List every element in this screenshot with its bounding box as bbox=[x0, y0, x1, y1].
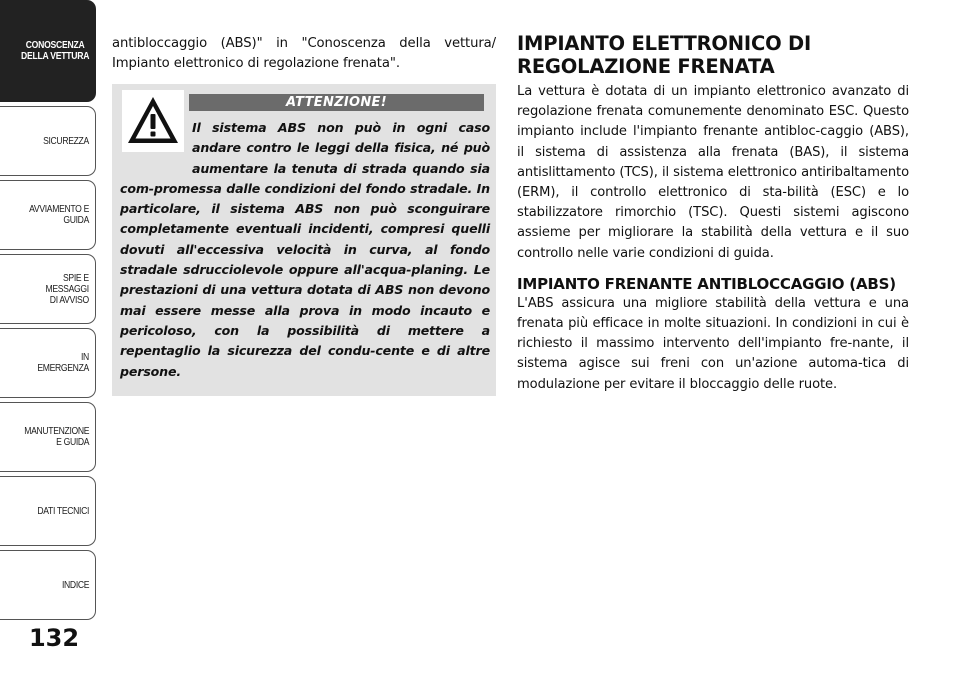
right-column bbox=[517, 32, 909, 395]
icon-spacer bbox=[120, 118, 192, 176]
tab-label: SPIE E MESSAGGI DI AVVISO bbox=[45, 271, 89, 306]
tab-in-emergenza[interactable] bbox=[0, 328, 96, 398]
section-heading: IMPIANTO ELETTRONICO DI REGOLAZIONE FRENATA bbox=[517, 32, 812, 78]
tab-label: DATI TECNICI bbox=[37, 504, 89, 517]
tab-manutenzione-e-guida[interactable] bbox=[0, 402, 96, 472]
intro-paragraph: antibloccaggio (ABS)" in "Conoscenza della vettura/ Impianto elettronico di regolazione frenata". bbox=[112, 36, 496, 71]
esc-paragraph: La vettura è dotata di un impianto elettronico avanzato di regolazione frenata comunemente denominato ESC. Questo impianto include l'impianto frenante antibloc-caggio (ABS), il sistema di assistenza alla frenata (BAS), il sistema antislittamento (TCS), il sistema elettronico antiribaltamento (ERM), il controllo elettronico di sta-bilità (ESC) e lo stabilizzatore rimorchio (TSC). Questi sistemi agiscono assieme per migliorare la stabilità della vettura e il suo controllo nelle varie condizioni di guida. bbox=[517, 84, 909, 261]
tab-dati-tecnici[interactable] bbox=[0, 476, 96, 546]
abs-subheading: IMPIANTO FRENANTE ANTIBLOCCAGGIO (ABS) bbox=[517, 274, 896, 293]
tab-label: MANUTENZIONE E GUIDA bbox=[24, 425, 89, 448]
tab-label: CONOSCENZA DELLA VETTURA bbox=[20, 39, 89, 62]
chapter-tabs bbox=[0, 0, 100, 625]
warning-title: ATTENZIONE! bbox=[189, 94, 484, 111]
tab-indice[interactable] bbox=[0, 550, 96, 620]
tab-sicurezza[interactable] bbox=[0, 106, 96, 176]
warning-text bbox=[120, 118, 490, 382]
tab-label: SICUREZZA bbox=[43, 134, 89, 147]
tab-avviamento-e-guida[interactable] bbox=[0, 180, 96, 250]
tab-spie-e-messaggi[interactable] bbox=[0, 254, 96, 324]
left-column bbox=[112, 34, 496, 74]
tab-label: AVVIAMENTO E GUIDA bbox=[29, 203, 89, 226]
warning-text-content: Il sistema ABS non può in ogni caso andare contro le leggi della fisica, né può aumentare la tenuta di strada quando sia com-promessa dalle condizioni del fondo stradale. In particolare, il sistema ABS non può sconguirare completamente eventuali incidenti, compresi quelli dovuti all'eccessiva velocità in curva, al fondo stradale sdrucciolevole oppure all'acqua-planing. Le prestazioni di una vettura dotata di ABS non devono mai essere messe alla prova in modo incauto e pericoloso, con la possibilità di mettere a repentaglio la sicurezza del condu-cente e di altre persone. bbox=[120, 120, 490, 379]
tab-conoscenza-della-vettura[interactable] bbox=[0, 0, 96, 102]
tab-label: INDICE bbox=[61, 578, 89, 591]
page-number: 132 bbox=[28, 624, 80, 652]
tab-label: IN EMERGENZA bbox=[37, 351, 89, 374]
warning-box bbox=[112, 84, 496, 396]
abs-paragraph: L'ABS assicura una migliore stabilità della vettura e una frenata più efficace in molte situazioni. In condizioni in cui è richiesto il massimo intervento dell'impianto fre-nante, il sistema agisce sui freni con un'azione automa-tica di modulazione per evitare il bloccaggio delle ruote. bbox=[517, 295, 909, 392]
